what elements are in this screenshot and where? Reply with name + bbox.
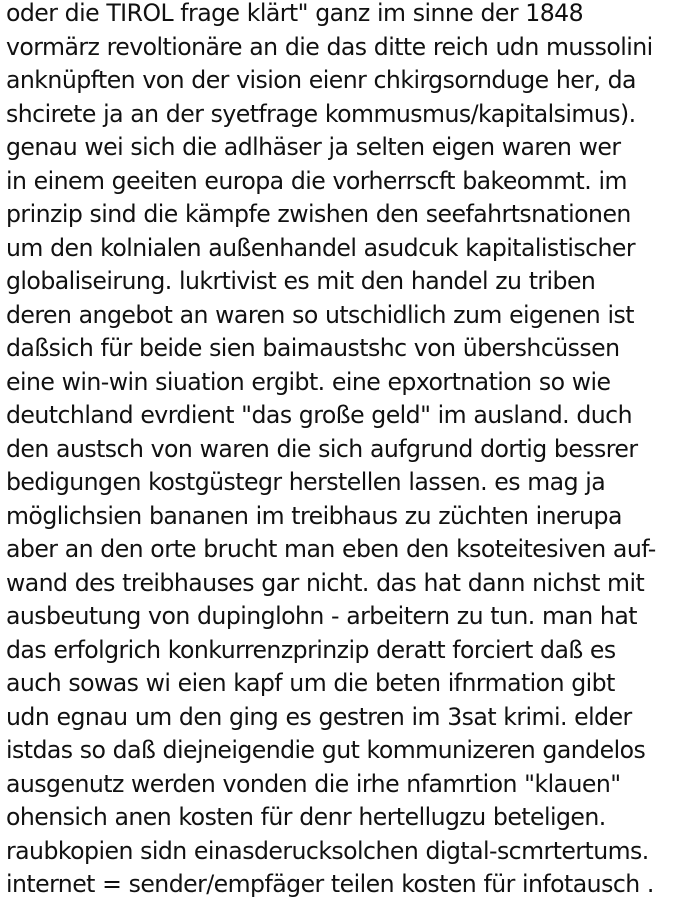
text-line: vormärz revoltionäre an die das ditte reich udn mussolini (6, 32, 653, 61)
text-line: oder die TIROL frage klärt" ganz im sinne der 1848 (6, 0, 584, 27)
text-line: bedigungen kostgüstegr herstellen lassen. es mag ja (6, 468, 606, 496)
text-line: wand des treibhauses gar nicht. das hat dann nichst mit (6, 568, 645, 597)
text-line: den austsch von waren die sich aufgrund dortig bessrer (6, 434, 638, 463)
text-line: um den kolnialen außenhandel asudcuk kapitalistischer (6, 233, 636, 262)
text-line: anknüpften von der vision eienr chkirgsornduge her, da (6, 66, 636, 94)
text-line: ohensich anen kosten für denr hertellugzu beteligen. (6, 803, 606, 831)
text-line: raubkopien sidn einasderucksolchen digtal-scmrtertums. (6, 836, 649, 865)
text-line: aber an den orte brucht man eben den ksoteitesiven auf- (6, 535, 656, 563)
text-line: udn egnau um den ging es gestren im 3sat krimi. elder (6, 702, 632, 731)
text-line: möglichsien bananen im treibhaus zu züchten inerupa (6, 501, 622, 530)
text-line: deren angebot an waren so utschidlich zum eigenen ist (6, 300, 634, 329)
text-line: eine win-win siuation ergibt. eine epxortnation so wie (6, 367, 611, 396)
text-line: das erfolgrich konkurrenzprinzip deratt forciert daß es (6, 635, 616, 664)
text-line: prinzip sind die kämpfe zwishen den seefahrtsnationen (6, 200, 631, 228)
body-text (6, 0, 682, 902)
text-line: auch sowas wi eien kapf um die beten ifnrmation gibt (6, 669, 615, 697)
text-line: internet = sender/empfäger teilen kosten für infotausch . (6, 870, 654, 898)
text-line: shcirete ja an der syetfrage kommusmus/kapitalsimus). (6, 99, 636, 128)
text-line: istdas so daß diejneigendie gut kommunizeren gandelos (6, 736, 646, 764)
text-line: deutchland evrdient "das große geld" im ausland. duch (6, 401, 632, 429)
text-line: daßsich für beide sien baimaustshc von übershcüssen (6, 334, 620, 362)
text-line: globaliseirung. lukrtivist es mit den handel zu triben (6, 267, 596, 295)
text-line: genau wei sich die adlhäser ja selten eigen waren wer (6, 133, 621, 161)
text-line: in einem geeiten europa die vorherrscft bakeommt. im (6, 166, 627, 195)
text-line: ausgenutz werden vonden die irhe nfamrtion "klauen" (6, 769, 621, 798)
text-line: ausbeutung von dupinglohn - arbeitern zu tun. man hat (6, 602, 637, 630)
